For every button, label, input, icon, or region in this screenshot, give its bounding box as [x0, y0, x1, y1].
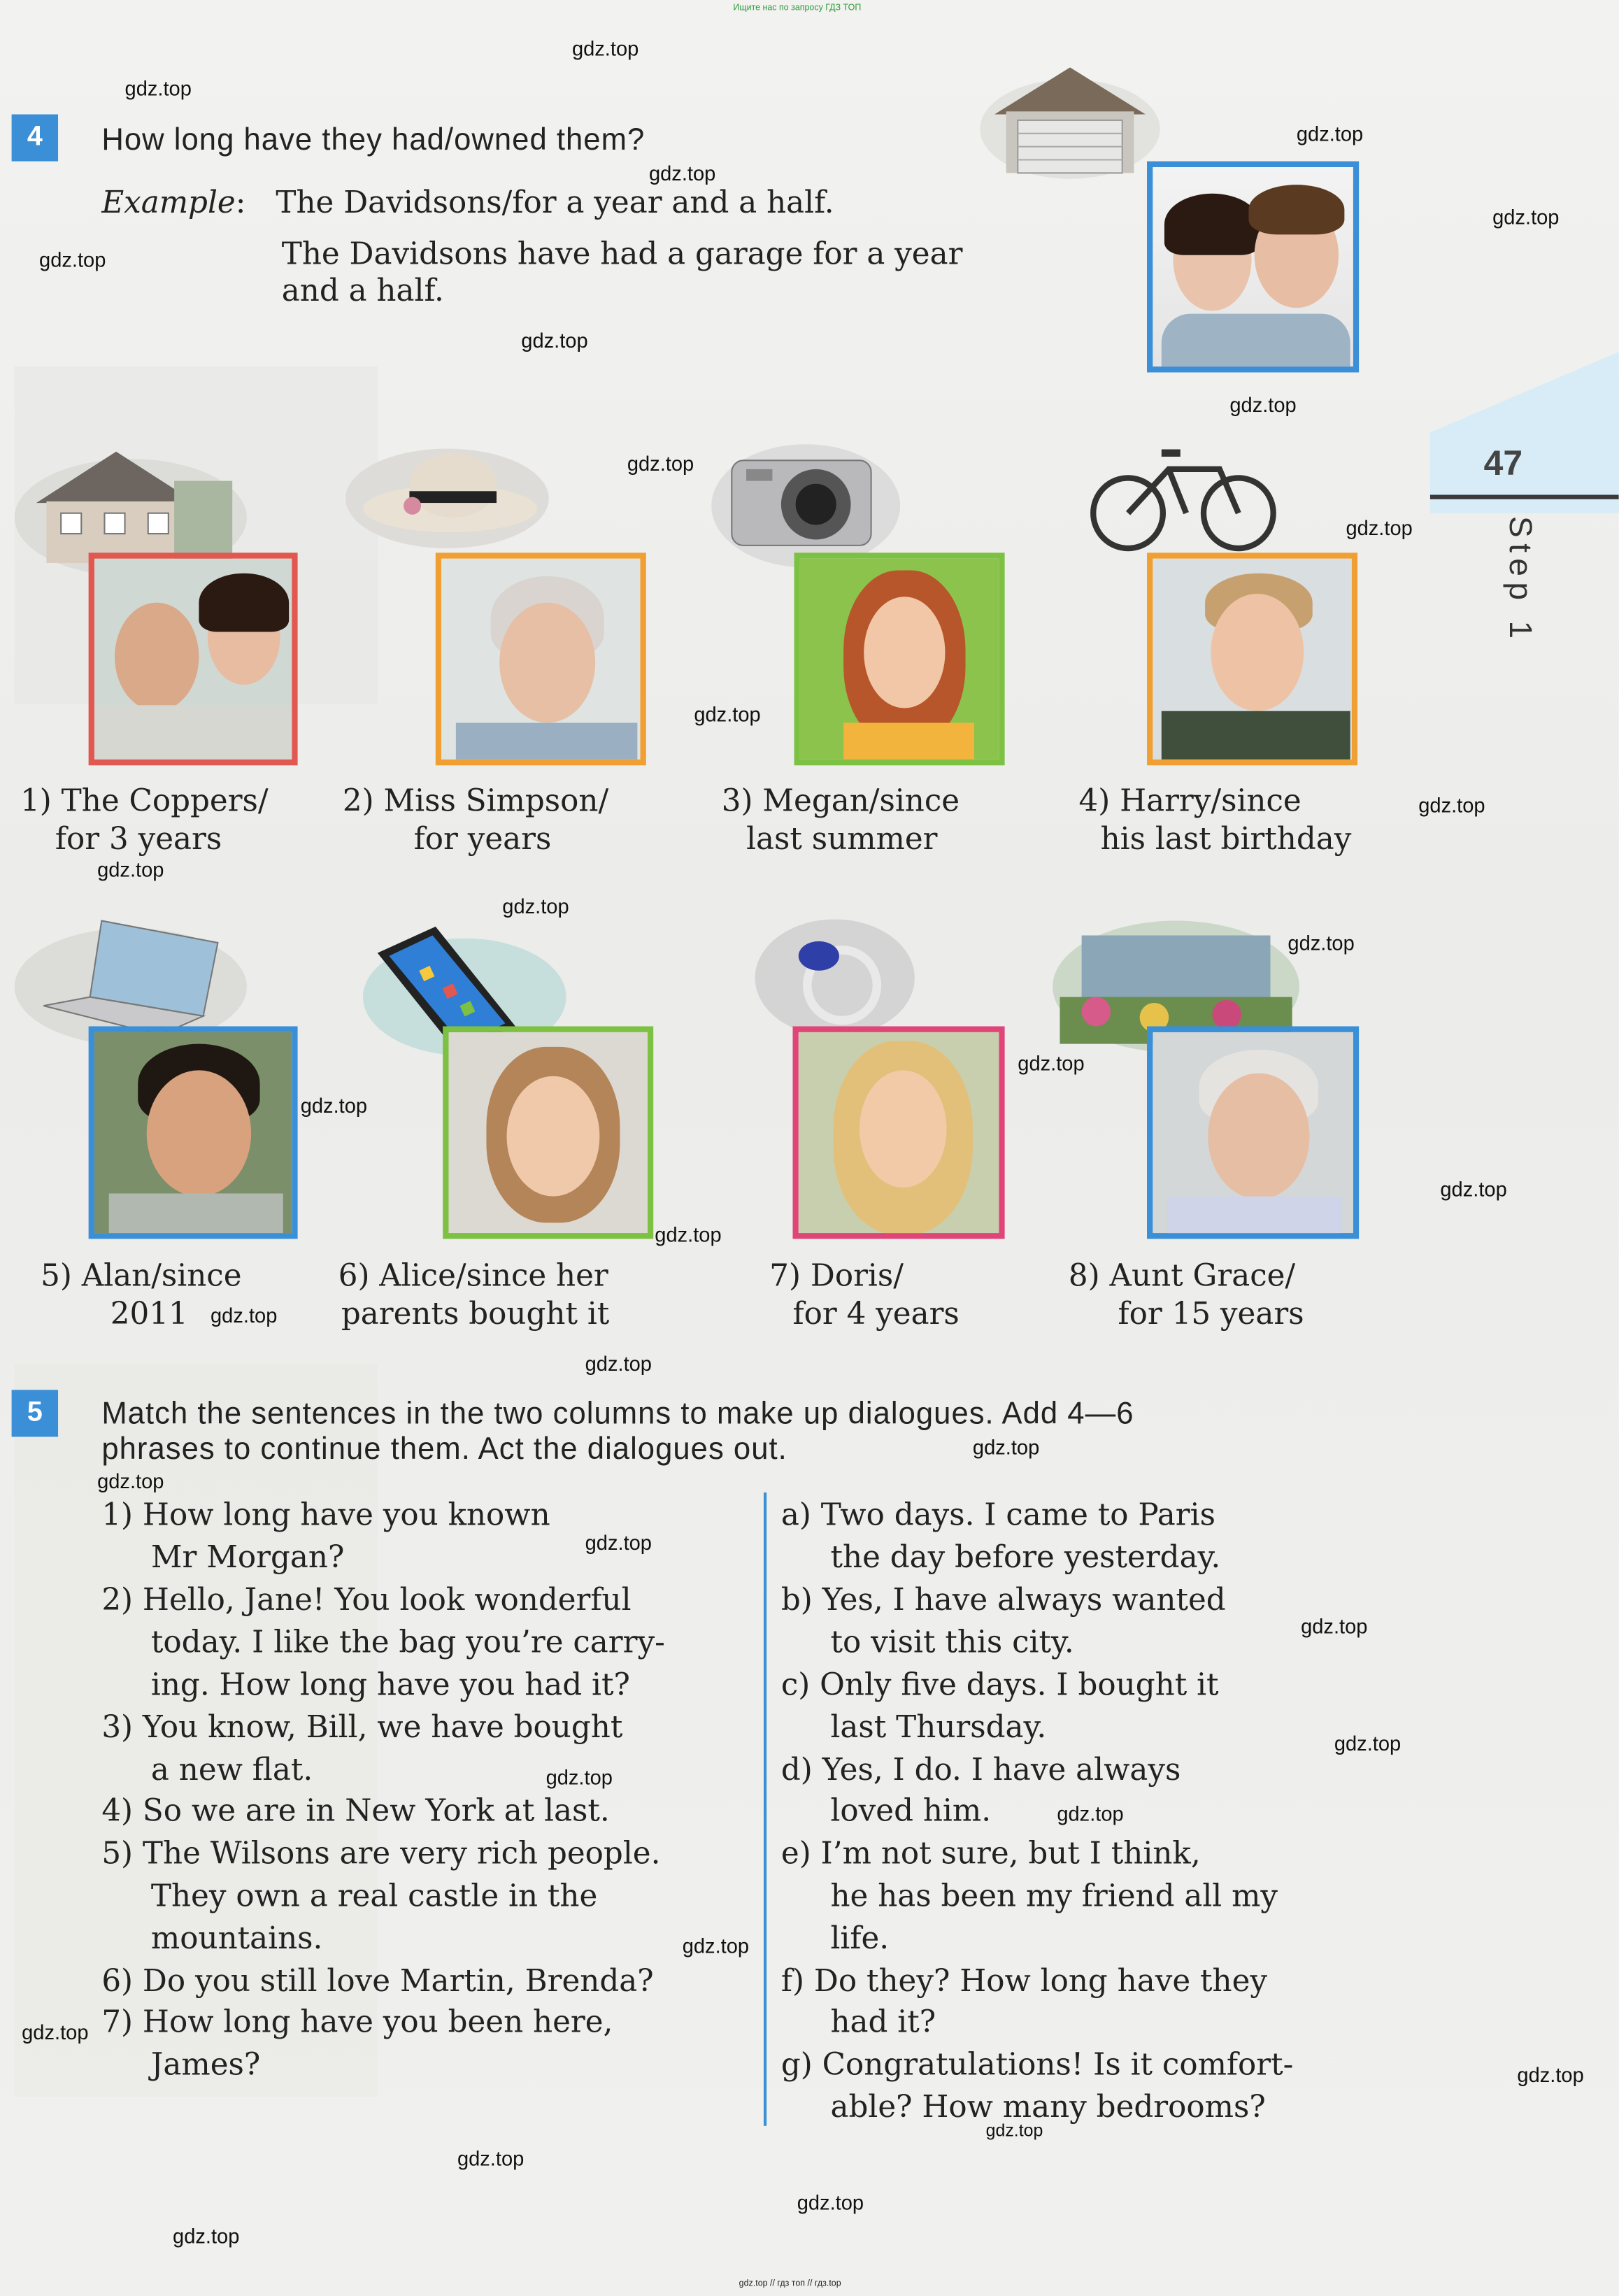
bicycle-image [1082, 432, 1285, 557]
watermark: gdz.top [648, 161, 716, 185]
right-sentence-line: able? How many bedrooms? [830, 2089, 1266, 2125]
item-7-line-2: for 4 years [792, 1296, 960, 1332]
miss-simpson-photo [436, 552, 646, 765]
right-sentence-line: a) Two days. I came to Paris [780, 1497, 1215, 1532]
left-sentence-line: Mr Morgan? [150, 1539, 345, 1575]
right-sentence-line: e) I’m not sure, but I think, [780, 1835, 1201, 1871]
example-row [101, 183, 834, 222]
watermark: gdz.top [173, 2224, 240, 2248]
step-label: Step 1 [1502, 515, 1539, 645]
example-answer-line-2: and a half. [281, 272, 444, 308]
watermark: gdz.top [571, 36, 639, 60]
harry-photo [1147, 552, 1357, 765]
item-2-line-2: for years [413, 820, 552, 857]
example-prompt: The Davidsons/for a year and a half. [276, 185, 834, 220]
item-5-line-2: 2011 [110, 1296, 188, 1332]
page-tab [1430, 352, 1619, 513]
aunt-grace-photo [1147, 1026, 1359, 1239]
item-1-line-1: 1) The Coppers/ [20, 783, 269, 818]
left-sentence-line: 6) Do you still love Martin, Brenda? [101, 1963, 654, 1999]
watermark: gdz.top [972, 1435, 1040, 1459]
item-7-line-1: 7) Doris/ [769, 1257, 904, 1294]
item-8-line-1: 8) Aunt Grace/ [1068, 1257, 1296, 1294]
watermark: gdz.top [300, 1093, 368, 1118]
watermark: gdz.top [585, 1530, 652, 1555]
davidsons-photo [1147, 162, 1359, 373]
item-6-line-2: parents bought it [341, 1296, 610, 1332]
right-sentence-line: had it? [830, 2004, 936, 2040]
watermark: gdz.top [1229, 392, 1297, 417]
watermark: gdz.top [1018, 1051, 1085, 1075]
right-sentence-line: g) Congratulations! Is it comfort- [780, 2046, 1294, 2082]
item-6-line-1: 6) Alice/since her [338, 1257, 608, 1294]
item-3-line-1: 3) Megan/since [721, 783, 960, 818]
watermark: gdz.top [1301, 1614, 1368, 1638]
left-sentence-line: 1) How long have you known [101, 1497, 550, 1532]
left-sentence-line: 3) You know, Bill, we have bought [101, 1709, 623, 1745]
left-sentence-line: 7) How long have you been here, [101, 2004, 613, 2040]
item-2-line-1: 2) Miss Simpson/ [342, 783, 609, 818]
right-sentence-line: to visit this city. [830, 1624, 1074, 1660]
exercise-4-number: 4 [12, 115, 58, 162]
coppers-photo [89, 552, 298, 765]
watermark: gdz.top [39, 248, 106, 271]
megan-photo [794, 552, 1005, 765]
camera-image [711, 425, 900, 572]
left-sentence-line: 4) So we are in New York at last. [101, 1792, 610, 1829]
left-sentence-line: today. I like the bag you’re carry- [150, 1624, 665, 1660]
alice-photo [443, 1026, 653, 1239]
watermark: gdz.top [1346, 515, 1413, 540]
watermark: gdz.top [682, 1934, 750, 1958]
watermark: gdz.top [1418, 793, 1485, 817]
item-3-line-2: last summer [746, 820, 938, 857]
laptop-image [15, 906, 247, 1046]
watermark: gdz.top [545, 1765, 613, 1789]
watermark: gdz.top [1057, 1802, 1124, 1826]
watermark: gdz.top [655, 1222, 722, 1246]
example-colon: : [235, 185, 246, 220]
watermark: gdz.top [627, 451, 694, 476]
example-label: Example [101, 185, 236, 220]
right-sentence-line: b) Yes, I have always wanted [780, 1582, 1226, 1618]
watermark: gdz.top [1440, 1177, 1507, 1201]
watermark: gdz.top [1296, 122, 1364, 145]
watermark: gdz.top [97, 1469, 164, 1493]
garage-image [980, 56, 1162, 180]
doris-photo [792, 1026, 1004, 1239]
column-divider [764, 1492, 766, 2126]
exercise-4-title: How long have they had/owned them? [101, 123, 646, 157]
right-sentence-line: the day before yesterday. [830, 1539, 1221, 1575]
right-sentence-line: f) Do they? How long have they [780, 1963, 1268, 1999]
top-note: Ищите нас по запросу ГДЗ ТОП [733, 4, 862, 13]
watermark: gdz.top [797, 2190, 864, 2214]
right-sentence-line: last Thursday. [830, 1709, 1047, 1745]
right-sentence-line: d) Yes, I do. I have always [780, 1752, 1181, 1788]
item-8-line-2: for 15 years [1118, 1296, 1304, 1332]
hat-image [345, 432, 549, 550]
bottom-note: gdz.top // гдз топ // гдз.top [739, 2279, 841, 2289]
item-4-line-2: his last birthday [1100, 820, 1352, 857]
item-5-line-1: 5) Alan/since [41, 1257, 242, 1294]
left-sentence-line: ing. How long have you had it? [150, 1667, 630, 1702]
watermark: gdz.top [97, 857, 164, 881]
page-number: 47 [1483, 444, 1523, 484]
right-sentence-line: life. [830, 1920, 890, 1956]
watermark: gdz.top [1334, 1731, 1402, 1755]
left-sentence-line: 2) Hello, Jane! You look wonderful [101, 1582, 632, 1618]
left-sentence-line: They own a real castle in the [150, 1878, 598, 1913]
watermark: gdz.top [585, 1351, 652, 1376]
left-sentence-line: a new flat. [150, 1752, 313, 1788]
watermark: gdz.top [1288, 931, 1355, 955]
watermark: gdz.top [694, 702, 761, 726]
watermark: gdz.top [1492, 205, 1560, 229]
watermark: gdz.top [502, 894, 569, 918]
watermark: gdz.top [985, 2120, 1043, 2141]
watermark: gdz.top [521, 328, 588, 352]
left-sentence-line: 5) The Wilsons are very rich people. [101, 1835, 661, 1871]
item-1-line-2: for 3 years [55, 820, 222, 857]
left-sentence-line: James? [150, 2046, 261, 2082]
watermark: gdz.top [211, 1303, 278, 1327]
left-sentence-line: mountains. [150, 1920, 323, 1956]
exercise-5-instruction-line-2: phrases to continue them. Act the dialogues out. [101, 1432, 787, 1467]
exercise-5-number: 5 [12, 1390, 58, 1436]
exercise-5-instruction-line-1: Match the sentences in the two columns to make up dialogues. Add 4—6 [101, 1397, 1134, 1432]
ring-image [755, 897, 915, 1036]
right-sentence-line: he has been my friend all my [830, 1878, 1278, 1913]
watermark: gdz.top [22, 2020, 89, 2044]
alan-photo [89, 1026, 298, 1239]
example-answer-line-1: The Davidsons have had a garage for a year [281, 236, 963, 271]
right-sentence-line: c) Only five days. I bought it [780, 1667, 1219, 1702]
watermark: gdz.top [1517, 2062, 1584, 2087]
watermark: gdz.top [124, 76, 192, 100]
right-sentence-line: loved him. [830, 1792, 992, 1829]
item-4-line-1: 4) Harry/since [1078, 783, 1301, 818]
watermark: gdz.top [457, 2146, 525, 2170]
